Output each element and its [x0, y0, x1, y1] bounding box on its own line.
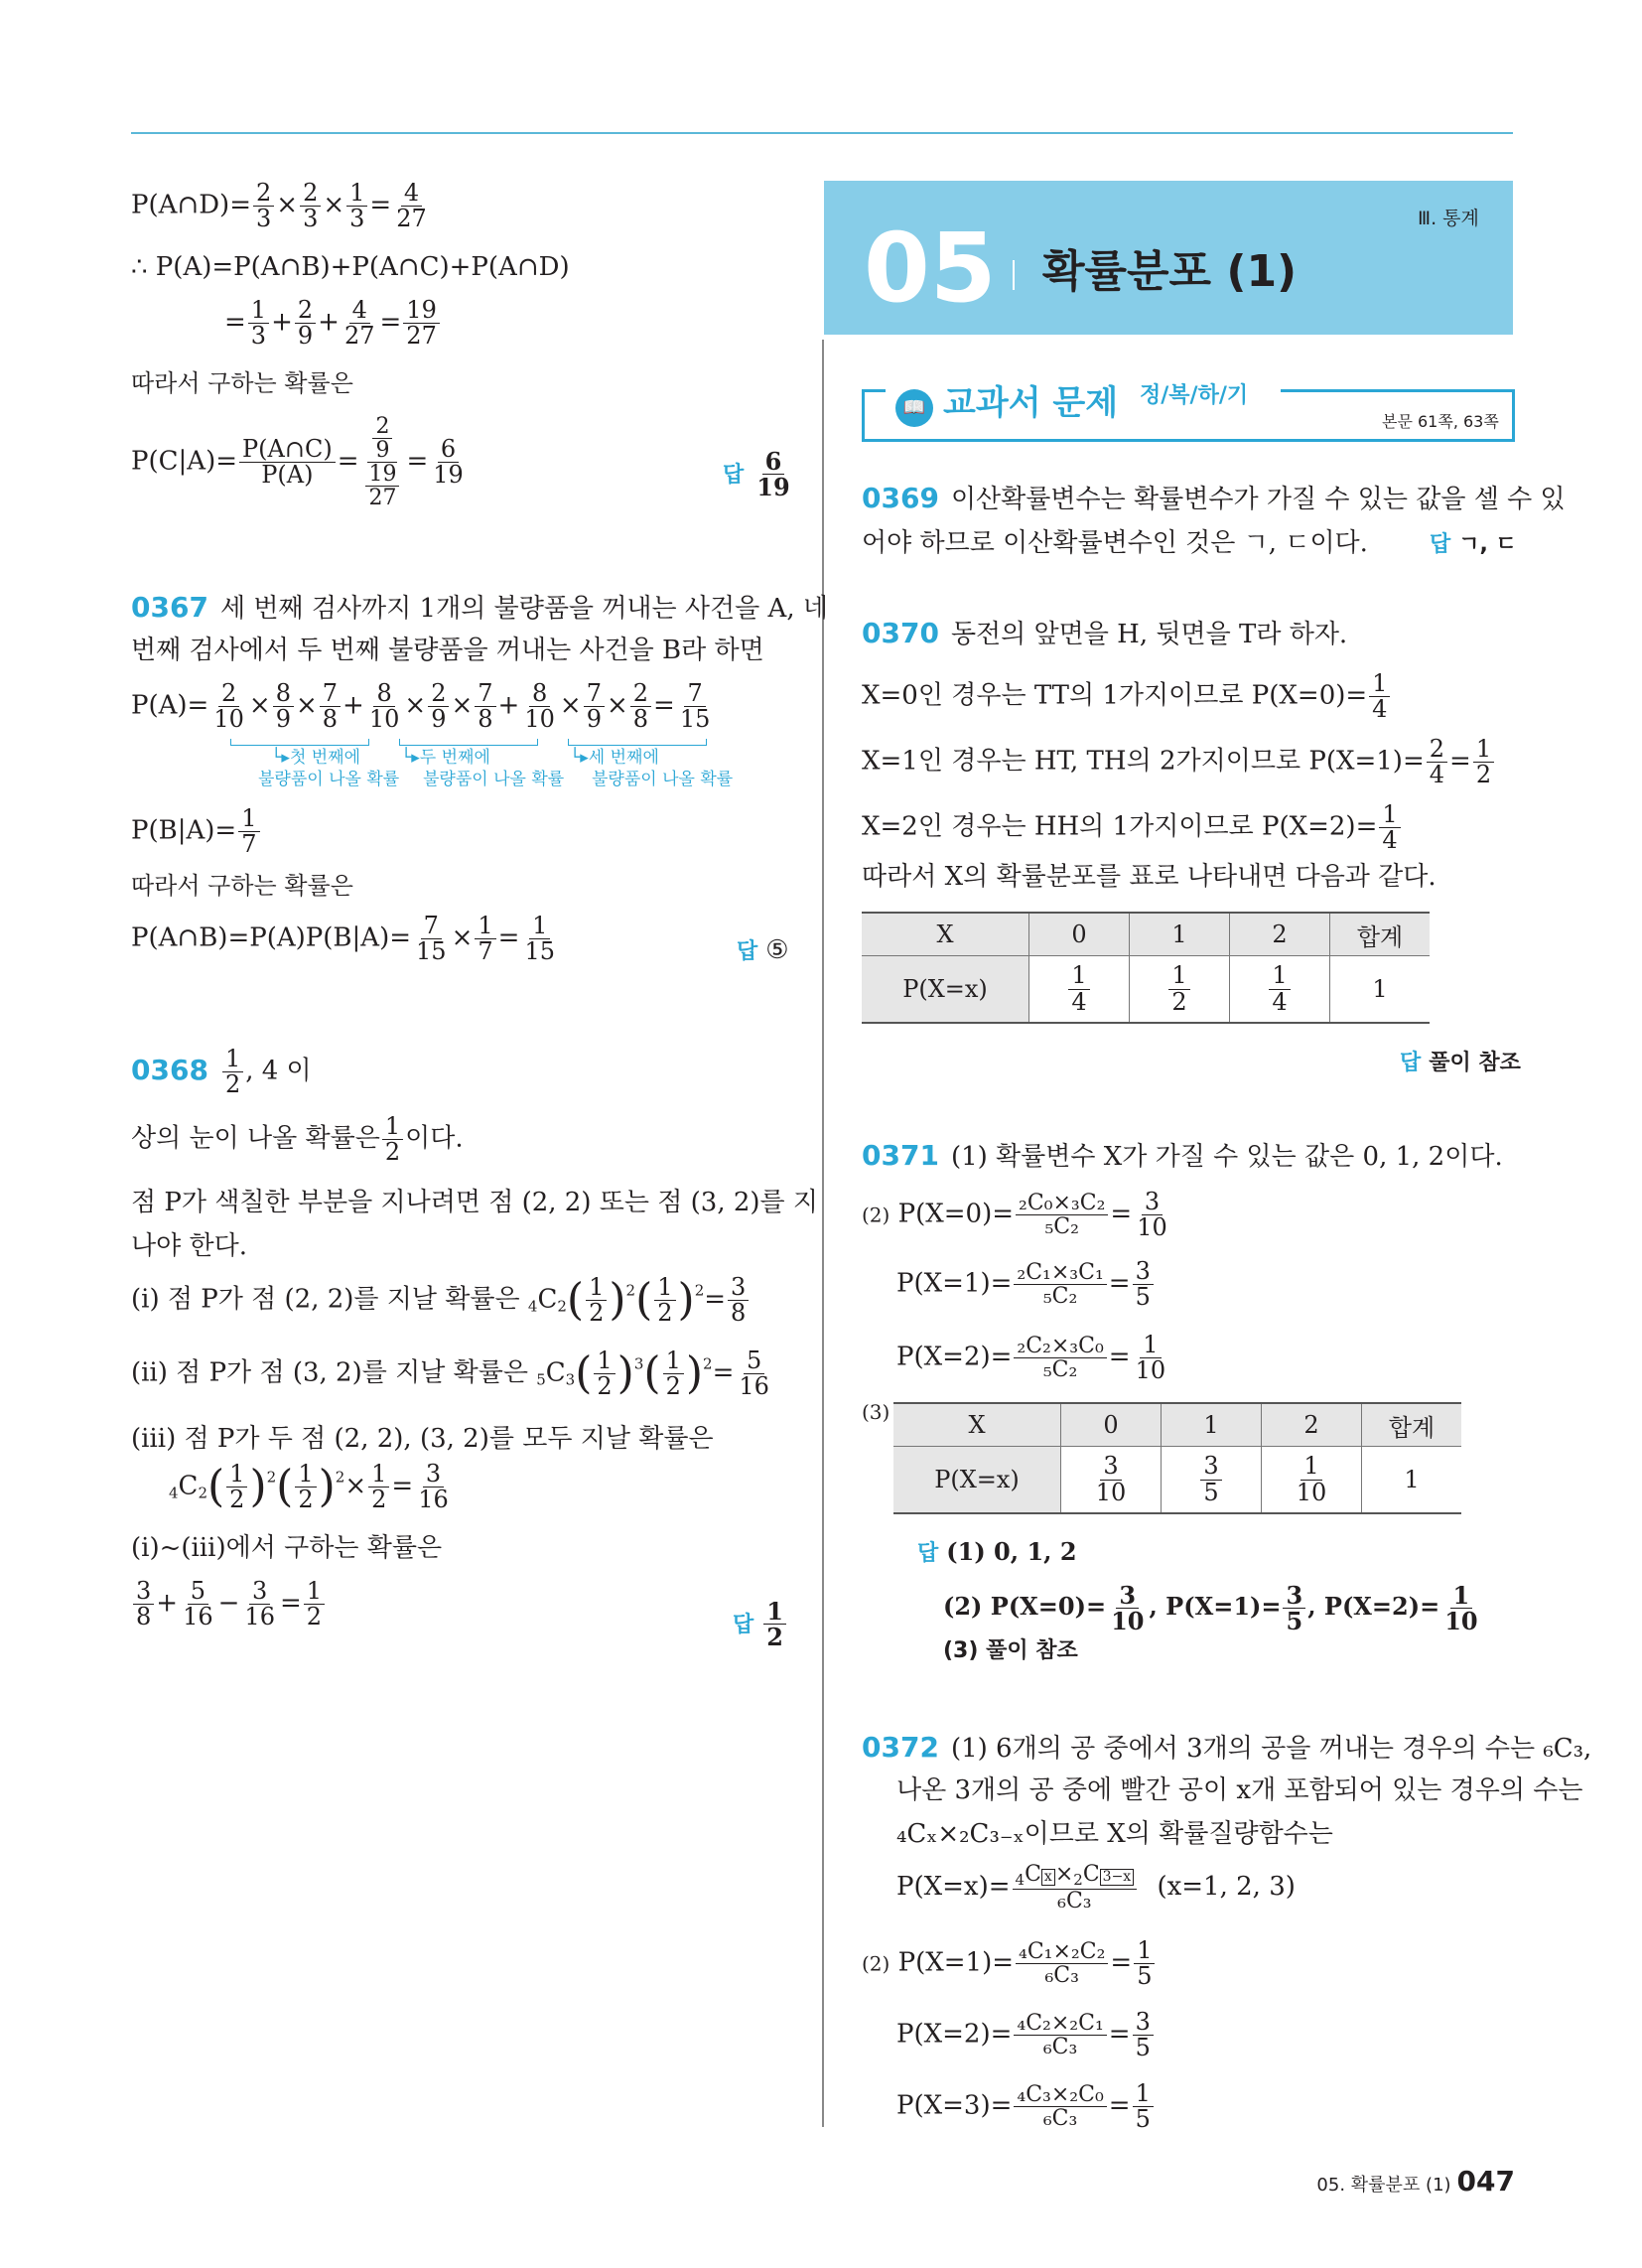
q370-table [862, 912, 1430, 1024]
table-head-cell: 1 [1130, 913, 1230, 956]
q370-x1: X=1인 경우는 HT, TH의 2가지이므로 P(X=1)= $\frac{2}{4}$ = $\frac{1}{2}$ [862, 737, 1496, 787]
table-row-label: P(X=x) [862, 956, 1029, 1024]
page-footer [1316, 2165, 1515, 2197]
table-head-cell: 합계 [1362, 1403, 1462, 1447]
q372-number: 0372 [862, 1731, 939, 1764]
q372-eq3: P(X=3)= $\frac{\text{₄C₃×₂C₀}}{\text{₆C₃}}$ = $\frac{1}{5}$ [896, 2081, 1156, 2132]
q372-line2: 나온 3개의 공 중에 빨간 공이 x개 포함되어 있는 경우의 수는 [896, 1775, 1583, 1805]
table-cell: $\frac{1}{4}$ [1230, 956, 1330, 1024]
answer-368: 답 $\frac{1}{2}$ [733, 1599, 788, 1649]
answer-367: 답 ⑤ [737, 935, 789, 965]
section-box-top-left [862, 389, 886, 392]
table-head-cell: 1 [1162, 1403, 1262, 1447]
text-prob: 따라서 구하는 확률은 [131, 369, 353, 397]
q368-line1: 0368 $\frac{1}{2}$ , 4 이 [131, 1045, 312, 1099]
table-head-cell: 0 [1061, 1403, 1162, 1447]
footer-text: 05. 확률분포 (1) [1316, 2175, 1451, 2196]
table-head-cell: 0 [1029, 913, 1130, 956]
q370-number: 0370 [862, 617, 939, 649]
q367-line1: 0367 세 번째 검사까지 1개의 불량품을 꺼내는 사건을 A, 네 [131, 591, 828, 624]
q368-range: (ⅰ)~(ⅲ)에서 구하는 확률은 [131, 1533, 443, 1563]
section-box-title: 교과서 문제 [943, 383, 1119, 423]
section-label: Ⅲ. 통계 [1418, 208, 1479, 229]
section-box-top-right [1281, 389, 1512, 392]
q368-final: $\frac{3}{8}$ + $\frac{5}{16}$ − $\frac{3}{16}$ = $\frac{1}{2}$ [131, 1579, 327, 1630]
table-cell: $\frac{3}{10}$ [1061, 1447, 1162, 1514]
table-row-label: P(X=x) [893, 1447, 1061, 1514]
table-cell: $\frac{3}{5}$ [1162, 1447, 1262, 1514]
q368-line3: 점 P가 색칠한 부분을 지나려면 점 (2, 2) 또는 점 (3, 2)를 지 [131, 1188, 819, 1217]
page-number: 047 [1456, 2165, 1515, 2197]
q370-line1: 0370 동전의 앞면을 H, 뒷면을 T라 하자. [862, 617, 1348, 649]
q367-pab: P(A∩B)=P(A)P(B|A)= $\frac{7}{15}$ × $\frac{1}{7}$ = $\frac{1}{15}$ [131, 912, 555, 966]
q372-eq1: (2) P(X=1)= $\frac{\text{₄C₁×₂C₂}}{\text{₆C₃}}$ = $\frac{1}{5}$ [862, 1938, 1157, 1989]
table-head-cell: X [893, 1403, 1061, 1447]
q370-x2: X=2인 경우는 HH의 1가지이므로 P(X=2)= $\frac{1}{4}$ [862, 802, 1403, 853]
q368-number: 0368 [131, 1053, 208, 1086]
q367-text-prob: 따라서 구하는 확률은 [131, 872, 353, 900]
q369-line2: 어야 하므로 이산확률변수인 것은 ㄱ, ㄷ이다. [862, 528, 1368, 558]
q368-case-iii-eq: $_4C_2$( $\frac{1}{2}$ )$^2$( $\frac{1}{2}$ )$^2$× $\frac{1}{2}$ = $\frac{3}{16}$ [169, 1460, 449, 1514]
table-cell: $\frac{1}{4}$ [1029, 956, 1130, 1024]
answer-370: 답 풀이 참조 [1400, 1051, 1521, 1075]
q367-pba: P(B|A)= $\frac{1}{7}$ [131, 806, 262, 857]
table-head-cell: 합계 [1330, 913, 1431, 956]
table-cell: $\frac{1}{2}$ [1130, 956, 1230, 1024]
q372-pmf: P(X=x)= $\frac{_4C x \times_2C 3-x}{\text{₆C₃}}$ (x=1, 2, 3) [896, 1862, 1296, 1914]
note-2: └▸두 번째에 불량품이 나올 확률 [401, 748, 565, 790]
q368-case-iii: (ⅲ) 점 P가 두 점 (2, 2), (3, 2)를 모두 지날 확률은 [131, 1424, 714, 1454]
q371-eq1: P(X=1)= $\frac{\text{₂C₁×₃C₁}}{\text{₅C₂}}$ = $\frac{3}{5}$ [896, 1259, 1156, 1310]
q369-number: 0369 [862, 482, 939, 514]
table-head-cell: 2 [1230, 913, 1330, 956]
top-rule [131, 132, 1513, 134]
chapter-divider [1013, 260, 1015, 290]
q368-case-ii: (ⅱ) 점 P가 점 (3, 2)를 지날 확률은 $_5C_3$( $\frac{1}{2}$ )$^3$( $\frac{1}{2}$ )$^2$= $\frac{5}{16}$ [131, 1347, 769, 1401]
q371-p1: 0371 (1) 확률변수 X가 가질 수 있는 값은 0, 1, 2이다. [862, 1139, 1503, 1172]
q367-line2: 번째 검사에서 두 번째 불량품을 꺼내는 사건을 B라 하면 [131, 636, 764, 665]
q368-line4: 나야 한다. [131, 1231, 247, 1261]
q369-line1: 0369 이산확률변수는 확률변수가 가질 수 있는 값을 셀 수 있 [862, 482, 1566, 514]
bracket-1 [230, 739, 369, 746]
note-1: └▸첫 번째에 불량품이 나올 확률 [258, 748, 400, 790]
section-box-subtitle: 정/복/하/기 [1140, 383, 1249, 408]
chapter-number: 05 [864, 213, 997, 324]
q372-line3: ₄Cₓ×₂C₃₋ₓ이므로 X의 확률질량함수는 [896, 1819, 1333, 1849]
eq-p-a-value: = $\frac{1}{3}$ + $\frac{2}{9}$ + $\frac{4}{27}$ = $\frac{19}{27}$ [224, 298, 442, 349]
q372-eq2: P(X=2)= $\frac{\text{₄C₂×₂C₁}}{\text{₆C₃}}$ = $\frac{3}{5}$ [896, 2010, 1156, 2060]
table-head-cell: 2 [1262, 1403, 1362, 1447]
answer-371-3: (3) 풀이 참조 [943, 1638, 1078, 1663]
q367-pa: P(A)= $\frac{2}{10}$ × $\frac{8}{9}$ × $\frac{7}{8}$ + $\frac{8}{10}$ × $\frac{2}{9}$ × $\frac{7}{8}$ + $\frac{8}{10}$ × $\frac{7}{9}$ × $\frac{2}{8}$ = $\frac{7}{15}$ [131, 679, 711, 734]
table-head-cell: X [862, 913, 1029, 956]
answer-prev: 답 $\frac{6}{19}$ [723, 447, 790, 502]
q371-number: 0371 [862, 1139, 939, 1172]
q371-eq2: P(X=2)= $\frac{\text{₂C₂×₃C₀}}{\text{₅C₂}}$ = $\frac{1}{10}$ [896, 1331, 1166, 1385]
table-cell: 1 [1330, 956, 1431, 1024]
section-box-ref: 본문 61쪽, 63쪽 [1382, 412, 1499, 431]
q368-case-i: (ⅰ) 점 P가 점 (2, 2)를 지날 확률은 $_4C_2$( $\frac{1}{2}$ )$^2$( $\frac{1}{2}$ )$^2$= $\frac{3}{8}$ [131, 1275, 751, 1326]
q372-line1: 0372 (1) 6개의 공 중에서 3개의 공을 꺼내는 경우의 수는 ₆C₃, [862, 1731, 1592, 1764]
eq-p-a-cap-d: P(A∩D)= $\frac{2}{3}$ × $\frac{2}{3}$ × $\frac{1}{3}$ = $\frac{4}{27}$ [131, 179, 427, 233]
answer-371-2: (2) P(X=0)= $\frac{3}{10}$ , P(X=1)= $\frac{3}{5}$ , P(X=2)= $\frac{1}{10}$ [943, 1581, 1478, 1636]
note-3: └▸세 번째에 불량품이 나올 확률 [570, 748, 734, 790]
chapter-title: 확률분포 (1) [1042, 246, 1298, 297]
q371-table [893, 1402, 1461, 1514]
q371-eq0: (2) P(X=0)= $\frac{\text{₂C₀×₃C₂}}{\text{₅C₂}}$ = $\frac{3}{10}$ [862, 1188, 1167, 1242]
q370-x0: X=0인 경우는 TT의 1가지이므로 P(X=0)= $\frac{1}{4}$ [862, 671, 1392, 722]
answer-371-1: 답 (1) 0, 1, 2 [917, 1537, 1077, 1566]
book-icon: 📖 [895, 389, 933, 427]
q371-p3-label: (3) [862, 1400, 890, 1424]
eq-p-c-given-a: P(C|A)= $\frac{P(A\cap C)}{P(A)}$ = $\frac{\frac{2}{9}}{\frac{19}{27}}$ = $\frac{6}{19}$ [131, 414, 464, 511]
q368-line2: 상의 눈이 나올 확률은 $\frac{1}{2}$ 이다. [131, 1112, 464, 1167]
bracket-2 [399, 739, 538, 746]
q367-number: 0367 [131, 591, 208, 624]
bracket-3 [568, 739, 707, 746]
table-cell: $\frac{1}{10}$ [1262, 1447, 1362, 1514]
eq-p-a-sum: ∴ P(A)=P(A∩B)+P(A∩C)+P(A∩D) [131, 252, 570, 282]
table-cell: 1 [1362, 1447, 1462, 1514]
q370-table-intro: 따라서 X의 확률분포를 표로 나타내면 다음과 같다. [862, 862, 1437, 892]
answer-369: 답 ㄱ, ㄷ [1430, 532, 1517, 557]
